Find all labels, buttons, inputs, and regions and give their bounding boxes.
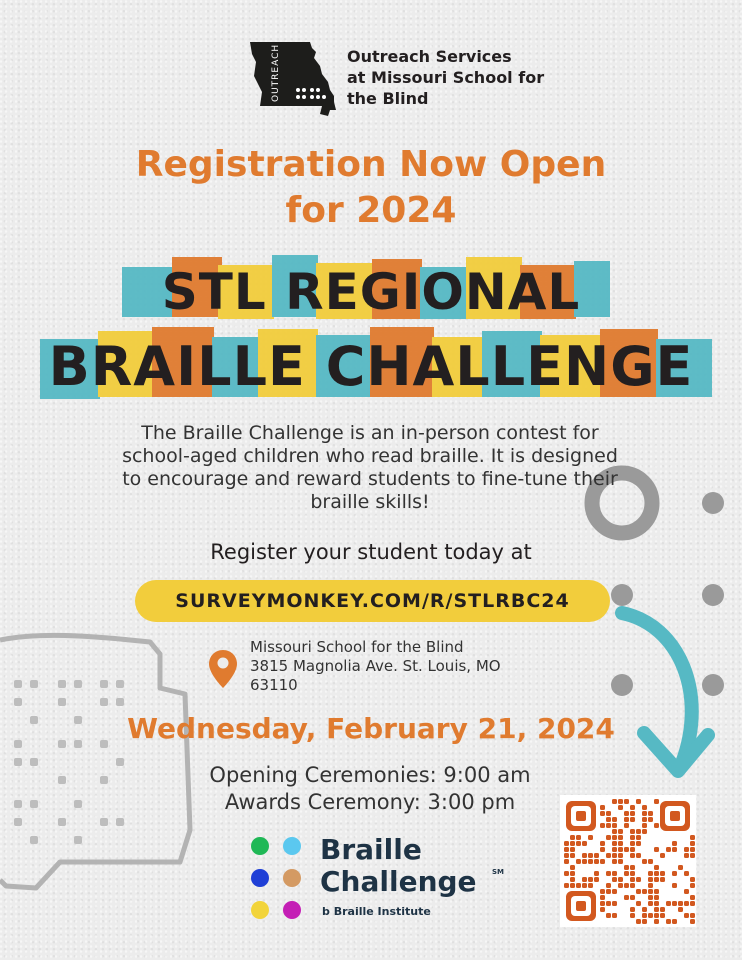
qr-module [624,811,629,816]
qr-module [570,883,575,888]
qr-module [630,817,635,822]
qr-module [630,835,635,840]
opening-ceremony-time: Opening Ceremonies: 9:00 am [209,763,531,787]
qr-module [612,853,617,858]
qr-module [636,853,641,858]
address-line: 63110 [250,676,298,694]
qr-module [606,901,611,906]
qr-module [630,877,635,882]
qr-module [570,835,575,840]
registration-link[interactable]: SURVEYMONKEY.COM/R/STLRBC24 [135,580,610,622]
qr-module [690,895,695,900]
qr-module [570,877,575,882]
qr-module [594,859,599,864]
braille-institute-mark: b [322,905,330,918]
service-mark: SM [492,868,505,876]
qr-module [618,835,623,840]
braille-challenge-wordmark [320,834,500,898]
address-line: 3815 Magnolia Ave. St. Louis, MO [250,657,501,675]
qr-module [660,913,665,918]
qr-module [666,919,671,924]
qr-module [564,859,569,864]
qr-module [612,871,617,876]
title-line-2: BRAILLE CHALLENGE [48,335,694,398]
qr-module [624,847,629,852]
qr-module [564,847,569,852]
qr-module [660,907,665,912]
qr-module [678,865,683,870]
qr-module [636,919,641,924]
qr-module [636,901,641,906]
qr-module [642,811,647,816]
awards-ceremony-time: Awards Ceremony: 3:00 pm [224,790,516,814]
qr-module [564,841,569,846]
qr-module [642,919,647,924]
qr-module [570,853,575,858]
qr-module [582,853,587,858]
qr-module [654,901,659,906]
qr-module [636,829,641,834]
event-date: Wednesday, February 21, 2024 [127,712,615,745]
qr-module [684,901,689,906]
qr-module [582,883,587,888]
qr-module [690,919,695,924]
qr-module [684,871,689,876]
qr-module [570,841,575,846]
qr-module [654,871,659,876]
registration-headline [0,142,742,234]
qr-module [690,847,695,852]
qr-module [606,913,611,918]
qr-module [648,913,653,918]
qr-module [588,883,593,888]
qr-module [570,871,575,876]
qr-module [672,841,677,846]
qr-module [624,823,629,828]
qr-module [600,841,605,846]
qr-module [600,895,605,900]
qr-module [612,829,617,834]
qr-module [594,853,599,858]
qr-module [642,805,647,810]
qr-module [576,883,581,888]
qr-module [582,841,587,846]
qr-module [684,847,689,852]
qr-module [570,865,575,870]
qr-module [600,901,605,906]
qr-module [630,913,635,918]
qr-module [618,883,623,888]
qr-module [606,811,611,816]
qr-module [690,877,695,882]
qr-module [630,829,635,834]
qr-module [630,907,635,912]
qr-module [630,895,635,900]
qr-module [660,853,665,858]
qr-module [642,859,647,864]
qr-module [606,835,611,840]
qr-module [654,895,659,900]
qr-module [612,823,617,828]
qr-module [588,853,593,858]
qr-module [624,895,629,900]
qr-module [576,859,581,864]
qr-module [690,901,695,906]
qr-module [648,895,653,900]
qr-module [612,817,617,822]
qr-module [672,883,677,888]
qr-module [672,919,677,924]
qr-module [654,889,659,894]
qr-module [630,883,635,888]
qr-module [600,805,605,810]
qr-module [654,847,659,852]
braille-institute-text: Braille Institute [333,905,431,918]
qr-module [600,907,605,912]
qr-module [690,853,695,858]
qr-module [660,871,665,876]
address-line: Missouri School for the Blind [250,638,464,656]
qr-module [564,883,569,888]
qr-module [672,847,677,852]
org-line: the Blind [347,89,429,108]
qr-module [636,889,641,894]
qr-module [600,811,605,816]
qr-module [690,835,695,840]
qr-module [654,913,659,918]
qr-module [648,901,653,906]
qr-module [678,907,683,912]
qr-module [612,913,617,918]
qr-module [576,841,581,846]
qr-module [606,883,611,888]
braille-challenge-dots-icon [248,836,308,922]
qr-module [636,835,641,840]
qr-module [582,877,587,882]
qr-module [606,853,611,858]
qr-module [612,847,617,852]
qr-module [630,871,635,876]
qr-module [588,835,593,840]
qr-module [648,889,653,894]
qr-module [630,847,635,852]
qr-module [690,913,695,918]
qr-module [564,871,569,876]
qr-module [624,883,629,888]
qr-module [630,853,635,858]
org-line: Outreach Services [347,47,512,66]
qr-module [594,871,599,876]
qr-module [654,799,659,804]
qr-module [642,913,647,918]
qr-module [618,829,623,834]
qr-module [564,853,569,858]
qr-module [690,841,695,846]
qr-module [630,811,635,816]
qr-module [618,805,623,810]
qr-code-icon[interactable] [560,795,696,927]
wordmark-line: Challenge [320,865,477,898]
qr-module [618,847,623,852]
qr-module [600,889,605,894]
arrow-down-icon [600,595,720,785]
qr-module [648,877,653,882]
qr-module [624,817,629,822]
qr-module [600,859,605,864]
register-prompt: Register your student today at [210,540,532,564]
qr-module [624,871,629,876]
qr-module [618,841,623,846]
qr-module [678,901,683,906]
qr-module [642,907,647,912]
qr-module [618,877,623,882]
qr-module [654,919,659,924]
qr-module [660,877,665,882]
qr-module [636,877,641,882]
qr-module [648,871,653,876]
qr-module [642,889,647,894]
qr-module [630,865,635,870]
qr-module [630,805,635,810]
qr-module [594,877,599,882]
qr-module [612,841,617,846]
qr-module [570,847,575,852]
qr-module [600,823,605,828]
qr-module [684,853,689,858]
qr-module [612,835,617,840]
qr-module [642,823,647,828]
qr-module [612,889,617,894]
map-pin-icon [207,648,239,690]
qr-module [666,847,671,852]
event-address [250,638,550,695]
qr-module [606,823,611,828]
qr-module [612,859,617,864]
qr-module [654,877,659,882]
qr-module [624,865,629,870]
headline-line: Registration Now Open [135,144,607,185]
qr-module [582,859,587,864]
qr-module [606,871,611,876]
qr-module [612,799,617,804]
event-description: The Braille Challenge is an in-person contest for school-aged children who read braille. It is designed to encourage and reward students to fine-tune their braille skills! [122,422,618,513]
qr-module [654,865,659,870]
org-line: at Missouri School for [347,68,545,87]
logo-label: OUTREACH [271,43,281,102]
qr-module [648,811,653,816]
qr-module [672,871,677,876]
title-line-1: STL REGIONAL [161,263,581,321]
qr-module [606,889,611,894]
qr-module [648,883,653,888]
qr-module [672,901,677,906]
qr-module [618,799,623,804]
qr-module [576,835,581,840]
qr-module [612,901,617,906]
qr-module [618,853,623,858]
braille-institute-label [322,905,431,918]
qr-module [684,913,689,918]
headline-line: for 2024 [285,190,457,231]
qr-module [642,817,647,822]
qr-module [648,817,653,822]
qr-module [642,829,647,834]
qr-module [690,883,695,888]
qr-module [684,889,689,894]
qr-module [606,817,611,822]
ceremony-times [150,762,590,816]
qr-module [624,799,629,804]
qr-module [618,859,623,864]
qr-module [588,877,593,882]
organization-name [347,46,587,109]
missouri-outreach-logo [250,40,336,116]
qr-module [600,847,605,852]
qr-module [630,841,635,846]
qr-module [588,859,593,864]
qr-module [648,859,653,864]
qr-module [666,901,671,906]
qr-module [636,799,641,804]
qr-module [612,877,617,882]
qr-module [654,823,659,828]
qr-module [654,907,659,912]
qr-module [636,841,641,846]
wordmark-line: Braille [320,833,422,866]
